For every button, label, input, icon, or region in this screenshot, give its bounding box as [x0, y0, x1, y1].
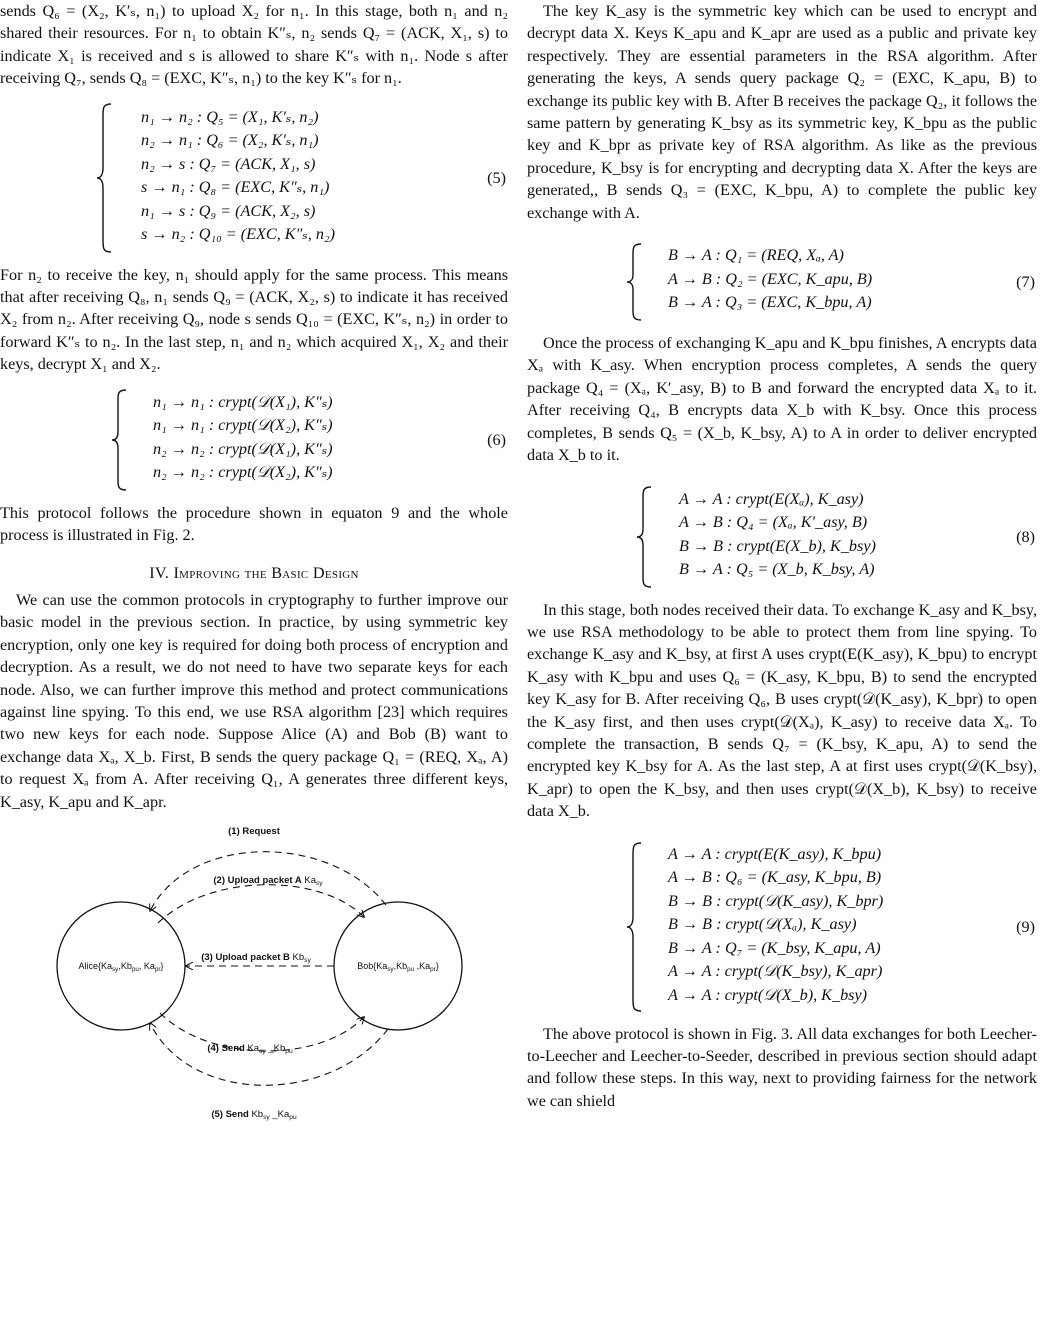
equation-9-brace — [625, 841, 645, 1013]
arrow-5-label: (5) Send $Kb_{sy}$ $\_Ka_{pu}$ — [211, 1108, 297, 1122]
equation-line: n₂ → n₂ : crypt(𝒟(X₁), K″ₛ) — [153, 439, 333, 458]
left-paragraph-2: For n₂ to receive the key, n₁ should apply for the same process. This means that after receiving Q₈, n₁ sends Q₉ = (ACK, X₂, s) to indicate it has received X₂ from n₂. After receiving Q₉, node s sends Q₁₀ = (EXC, K″ₛ, n₂) in order to forward K″ₛ to n₂. In the last step, n₁ and n₂ which acquired X₁, X₂ and their keys, decrypt X₁ and X₂. — [0, 265, 508, 374]
arrow-3-label: (3) Upload packet B $Kb_{sy}$ — [201, 951, 311, 965]
equation-7-number: (7) — [1016, 272, 1035, 291]
equation-9-number: (9) — [1016, 917, 1035, 936]
equation-line: n₂ → s : Q₇ = (ACK, X₁, s) — [141, 154, 316, 173]
equation-line: n₁ → n₁ : crypt(𝒟(X₂), K″ₛ) — [153, 416, 333, 435]
left-paragraph-1: sends Q₆ = (X₂, K′ₛ, n₁) to upload X₂ for n₁. In this stage, both n₁ and n₂ shared their resources. For n₁ to obtain K″ₛ, n₂ sends Q₇ = (ACK, X₁, s) to indicate X₁ is received and s is allowed to share K″ₛ with n₁. Node s after receiving Q₇, sends Q₈ = (EXC, K″ₛ, n₁) to the key K″ₛ for n₁. — [0, 2, 508, 88]
equation-9 — [527, 841, 1037, 1013]
equation-line: B → A : Q₇ = (K_bsy, K_apu, A) — [668, 938, 881, 957]
equation-8-lines — [679, 488, 876, 582]
equation-6-lines — [153, 391, 333, 485]
equation-line: n₂ → n₁ : Q₆ = (X₂, K′ₛ, n₁) — [141, 131, 319, 150]
right-paragraph-4: The above protocol is shown in Fig. 3. All data exchanges for both Leecher-to-Leecher and Leecher-to-Seeder, described in previous section should adapt and follow these steps. In this way, next to providing fairness for the network we can shield — [527, 1024, 1037, 1110]
figure-2 — [0, 823, 508, 1173]
arrow-2-label: (2) Upload packet A $Ka_{sy}$ — [213, 874, 323, 888]
equation-line: A → A : crypt(E(Xₐ), K_asy) — [679, 489, 864, 508]
equation-line: n₁ → n₂ : Q₅ = (X₁, K′ₛ, n₂) — [141, 107, 319, 126]
left-paragraph-3: This protocol follows the procedure shown in equaton 9 and the whole process is illustrated in Fig. 2. — [0, 503, 508, 545]
equation-8-number: (8) — [1016, 527, 1035, 546]
equation-5-lines — [141, 106, 335, 247]
equation-line: n₁ → n₁ : crypt(𝒟(X₁), K″ₛ) — [153, 392, 333, 411]
equation-line: A → A : crypt(E(K_asy), K_bpu) — [668, 844, 882, 863]
equation-line: B → B : crypt(𝒟(Xₐ), K_asy) — [668, 915, 857, 934]
equation-5-number: (5) — [487, 168, 506, 187]
section-heading: IV. Improving the Basic Design — [149, 564, 359, 583]
equation-line: B → B : crypt(𝒟(K_asy), K_bpr) — [668, 891, 884, 910]
equation-line: A → A : crypt(𝒟(K_bsy), K_apr) — [668, 962, 883, 981]
equation-7-lines — [668, 244, 872, 315]
equation-line: B → A : Q₁ = (REQ, Xₐ, A) — [668, 246, 844, 265]
equation-8 — [527, 485, 1037, 589]
equation-line: A → B : Q₄ = (Xₐ, K′_asy, B) — [679, 513, 868, 531]
equation-line: A → B : Q₂ = (EXC, K_apu, B) — [668, 269, 873, 288]
equation-line: B → B : crypt(E(X_b), K_bsy) — [679, 536, 876, 555]
equation-line: n₁ → s : Q₉ = (ACK, X₂, s) — [141, 201, 316, 220]
left-column — [0, 0, 508, 1173]
equation-6-brace — [110, 388, 130, 492]
right-paragraph-2: Once the process of exchanging K_apu and K_bpu finishes, A encrypts data Xₐ with K_asy. When encryption process completes, A sends the query package Q₄ = (Xₐ, K′_asy, B) to B and forward the encrypted data Xₐ to it. After receiving Q₄, B encrypts data X_b with K_bsy. Once this process completes, B sends Q₅ = (X_b, K_bsy, A) to A in order to deliver encrypted data X_b to it. — [527, 334, 1037, 465]
right-column — [527, 0, 1037, 1112]
arrow-1-label: (1) Request — [228, 825, 280, 837]
left-paragraph-4: We can use the common protocols in cryptography to further improve our basic model in the previous section. In practice, by using symmetric key encryption, only one key is required for doing both process of encryption and decryption. As a result, we do not need to have two separate keys for each node. Also, we can further improve this method and protect communications against line spying. To this end, we use RSA algorithm [23] which requires two new keys for each node. Suppose Alice (A) and Bob (B) want to exchange data Xₐ, X_b. First, B sends the query package Q₁ = (REQ, Xₐ, A) to request Xₐ from A. After receiving Q₁, A generates three different keys, K_asy, K_apu and K_apr. — [0, 590, 508, 811]
equation-line: s → n₂ : Q₁₀ = (EXC, K″ₛ, n₂) — [141, 225, 336, 244]
equation-6 — [0, 388, 508, 492]
right-paragraph-3: In this stage, both nodes received their data. To exchange K_asy and K_bsy, we use RSA methodology to be able to protect them from line spying. To exchange K_asy and K_bsy, at first A uses crypt(E(K_asy), K_bpu) to encrypt K_asy with K_bpu and uses Q₆ = (K_asy, K_bpu, B) to send the encrypted key K_asy for B. After receiving Q₆, B uses crypt(𝒟(K_asy), K_bpr) to open the K_asy first, and then uses crypt(𝒟(Xₐ), K_asy) to receive data Xₐ. To complete the transaction, B sends Q₇ = (K_bsy, K_apu, A) to send the encrypted key K_bsy for A. As the last step, A at first uses crypt(𝒟(K_bsy), K_apr) to open the K_bsy, and then uses crypt(𝒟(X_b), K_bsy) to receive data X_b. — [527, 600, 1037, 821]
equation-5-brace — [95, 102, 115, 254]
arrow-4-label: (4) Send $Ka_{sy}$ $\_Kb_{pu}$ — [207, 1042, 293, 1056]
right-paragraph-1: The key K_asy is the symmetric key which can be used to encrypt and decrypt data X. Keys K_apu and K_apr are used as a public and private key respectively. They are essential parameters in the RSA algorithm. After generating the keys, A sends query package Q₂ = (EXC, K_apu, B) to exchange its public key with B. After B receives the package Q₂, it follows the same pattern by generating K_bsy as its symmetric key, K_bpu as the public key and K_bpr as private key of RSA algorithm. As like as the previous procedure, K_bsy is for encrypting and decrypting data X. After the keys are generated,, B sends Q₃ = (EXC, K_bpu, A) to complete the public key exchange with A. — [527, 2, 1037, 222]
equation-line: A → B : Q₆ = (K_asy, K_bpu, B) — [668, 868, 882, 887]
equation-8-brace — [635, 485, 655, 589]
equation-6-number: (6) — [487, 430, 506, 449]
equation-line: n₂ → n₂ : crypt(𝒟(X₂), K″ₛ) — [153, 463, 333, 482]
equation-line: B → A : Q₅ = (X_b, K_bsy, A) — [679, 560, 875, 578]
bob-label: $Bob\{Ka_{sy},Kb_{pu}$ $,Ka_{pr}$} — [357, 960, 439, 973]
equation-line: A → A : crypt(𝒟(X_b), K_bsy) — [668, 985, 868, 1004]
equation-7 — [527, 242, 1037, 322]
equation-line: s → n₁ : Q₈ = (EXC, K″ₛ, n₁) — [141, 178, 330, 197]
alice-label: $Alice\{Ka_{sy},Kb_{pu}$, $Ka_{pr}$} — [78, 960, 164, 973]
equation-7-brace — [625, 242, 645, 322]
equation-line: B → A : Q₃ = (EXC, K_bpu, A) — [668, 293, 872, 312]
equation-9-lines — [668, 843, 883, 1008]
equation-5 — [0, 102, 508, 254]
